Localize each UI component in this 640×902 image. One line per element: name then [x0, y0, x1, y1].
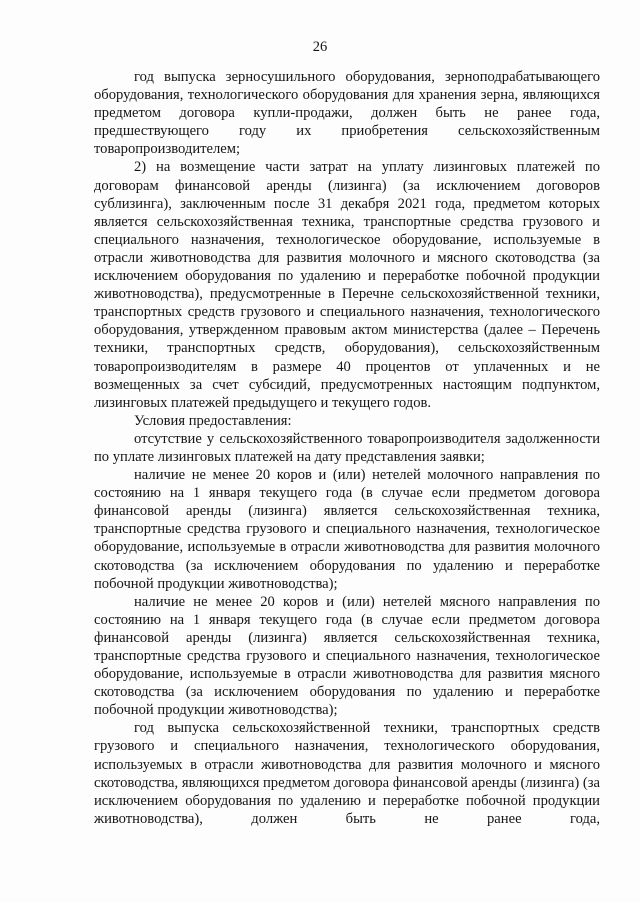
paragraph-beef-cattle-condition: наличие не менее 20 коров и (или) нетелей мясного направления по состоянию на 1 января текущего года (в случае если предметом договора финансовой аренды (лизинга) является сельскохозяйственная техника, транспортные средства грузового и специального назначения, технологическое оборудование, используемые в отрасли животноводства для развития мясного скотоводства (за исключением оборудования по удалению и переработке побочной продукции животноводства);	[94, 593, 600, 719]
paragraph-dairy-cattle-condition: наличие не менее 20 коров и (или) нетелей молочного направления по состоянию на 1 января текущего года (в случае если предметом договора финансовой аренды (лизинга) является сельскохозяйственная техника, транспортные средства грузового и специального назначения, технологическое оборудование, используемые в отрасли животноводства для развития молочного скотоводства (за исключением оборудования по удалению и переработке побочной продукции животноводства);	[94, 467, 600, 592]
page-number: 26	[312, 39, 328, 55]
paragraph-no-debt-condition: отсутствие у сельскохозяйственного товаропроизводителя задолженности по уплате лизинговых платежей на дату представления заявки;	[94, 430, 600, 465]
paragraph-leasing-subsidy: 2) на возмещение части затрат на уплату лизинговых платежей по договорам финансовой аренды (лизинга) (за исключением договоров сублизинга), заключенным после 31 декабря 2021 года, предметом которых является сельскохозяйственная техника, транспортные средства грузового и специального назначения, технологическое оборудование, используемые в отрасли животноводства для развития молочного и мясного скотоводства (за исключением оборудования по удалению и переработке побочной продукции животноводства), предусмотренные в Перечне сельскохозяйственной техники, транспортных средств грузового и специального назначения, технологического оборудования, утвержденном правовым актом министерства (далее – Перечень техники, транспортных средств, оборудования), сельскохозяйственным товаропроизводителям в размере 40 процентов от уплаченных и не возмещенных за счет субсидий, предусмотренных настоящим подпунктом, лизинговых платежей предыдущего и текущего годов.	[94, 159, 600, 411]
paragraph-conditions-heading: Условия предоставления:	[134, 412, 292, 429]
paragraph-year-of-grain-equipment: год выпуска зерносушильного оборудования, зерноподрабатывающего оборудования, технологического оборудования для хранения зерна, являющихся предметом договора купли-продажи, должен быть не ранее года, предшествующего году их приобретения сельскохозяйственным товаропроизводителем;	[94, 69, 600, 158]
paragraph-year-of-machinery: год выпуска сельскохозяйственной техники, транспортных средств грузового и специального назначения, технологического оборудования, используемых в отрасли животноводства для развития молочного и мясного скотоводства, являющихся предметом договора финансовой аренды (лизинга) (за исключением оборудования по удалению и переработке побочной продукции животноводства), должен быть не ранее года,	[94, 720, 600, 827]
document-text	[94, 68, 600, 828]
